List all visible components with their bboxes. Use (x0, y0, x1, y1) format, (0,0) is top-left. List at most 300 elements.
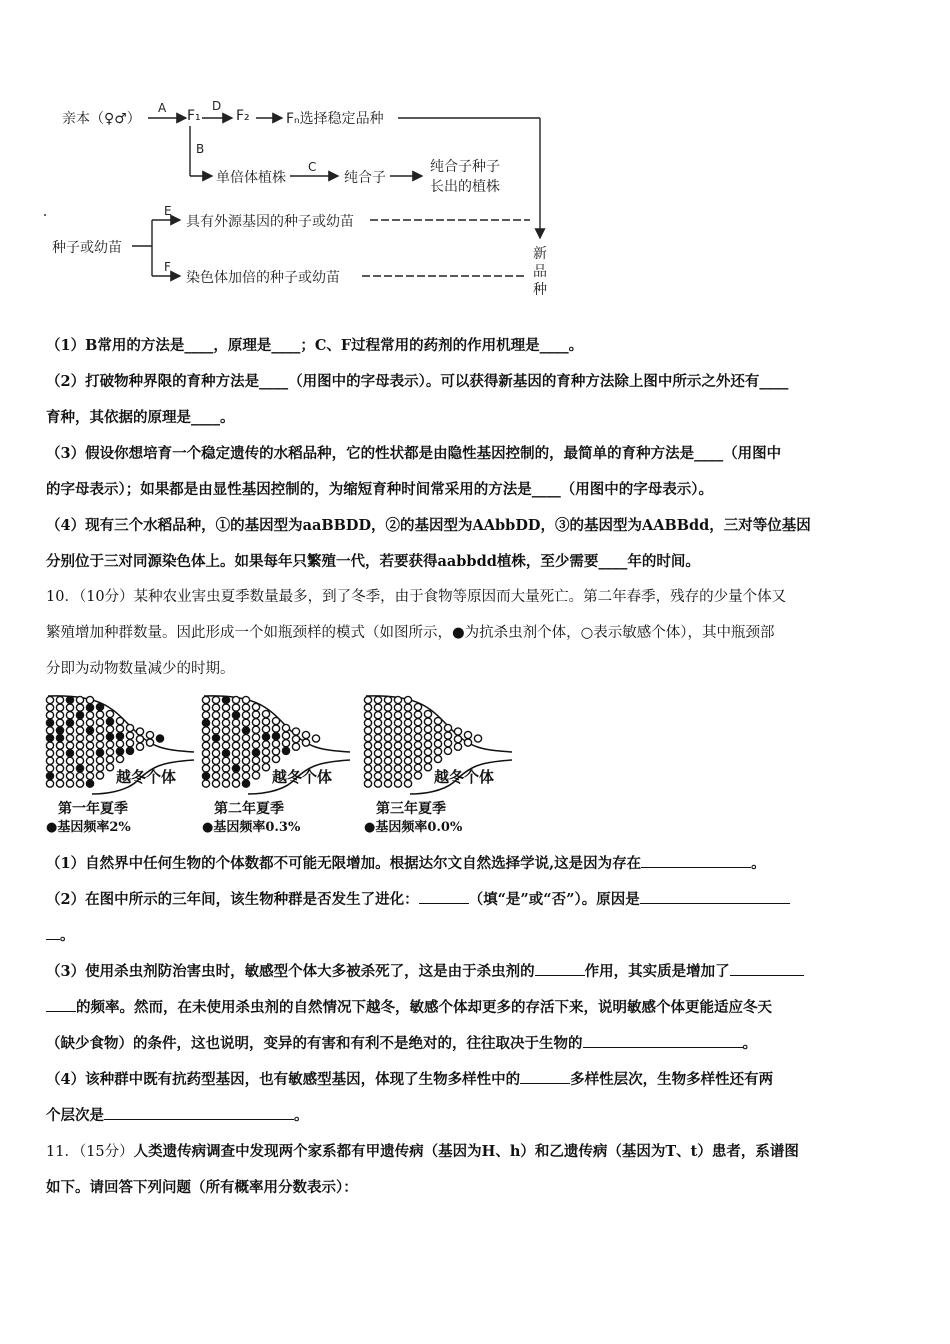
sensitive-individual-dot (454, 736, 461, 743)
sensitive-individual-dot (66, 742, 73, 749)
q11-head: 11．（15分） (46, 1144, 134, 1160)
q11-line-1 (46, 1134, 908, 1170)
resistant-individual-dot (262, 733, 269, 740)
sensitive-individual-dot (86, 734, 93, 741)
q10-sub-1 (46, 846, 908, 881)
resistant-individual-dot (202, 719, 209, 726)
sensitive-individual-dot (394, 742, 401, 749)
sensitive-individual-dot (222, 734, 229, 741)
sensitive-individual-dot (86, 765, 93, 772)
sensitive-individual-dot (242, 757, 249, 764)
sensitive-individual-dot (374, 742, 381, 749)
sensitive-individual-dot (212, 780, 219, 787)
sensitive-individual-dot (394, 719, 401, 726)
sensitive-individual-dot (404, 727, 411, 734)
sensitive-individual-dot (126, 732, 133, 739)
sensitive-individual-dot (202, 780, 209, 787)
blank-1[interactable] (641, 853, 751, 868)
sensitive-individual-dot (66, 772, 73, 779)
sensitive-individual-dot (46, 780, 53, 787)
sensitive-individual-dot (424, 748, 431, 755)
q10-sub-4-text-b: 多样性层次，生物多样性还有两 (570, 1071, 774, 1088)
sensitive-individual-dot (414, 703, 421, 710)
sensitive-individual-dot (404, 696, 411, 703)
sensitive-individual-dot (384, 712, 391, 719)
sensitive-individual-dot (374, 696, 381, 703)
q10-sub-4-end: 。 (294, 1107, 309, 1124)
sensitive-individual-dot (424, 741, 431, 748)
sensitive-individual-dot (46, 696, 53, 703)
sensitive-individual-dot (384, 765, 391, 772)
sensitive-individual-dot (252, 757, 259, 764)
sensitive-individual-dot (242, 734, 249, 741)
resistant-individual-dot (76, 712, 83, 719)
sensitive-individual-dot (374, 772, 381, 779)
sensitive-individual-dot (252, 703, 259, 710)
resistant-individual-dot (282, 747, 289, 754)
sensitive-individual-dot (404, 765, 411, 772)
blank-5-cont[interactable] (46, 997, 76, 1012)
sensitive-individual-dot (414, 734, 421, 741)
sensitive-individual-dot (262, 710, 269, 717)
node-haploid: 单倍体植株 (216, 170, 286, 186)
bottleneck-figure (44, 690, 564, 840)
sensitive-individual-dot (292, 736, 299, 743)
resistant-individual-dot (116, 748, 123, 755)
resistant-individual-dot (116, 733, 123, 740)
sensitive-individual-dot (424, 718, 431, 725)
sensitive-individual-dot (202, 712, 209, 719)
q10-intro-text-1: 某种农业害虫夏季数量最多，到了冬季，由于食物等原因而大量死亡。第二年春季，残存的少量个体又 (133, 589, 787, 605)
resistant-individual-dot (232, 765, 239, 772)
sensitive-individual-dot (404, 757, 411, 764)
sensitive-individual-dot (212, 696, 219, 703)
sensitive-individual-dot (232, 696, 239, 703)
sensitive-individual-dot (242, 750, 249, 757)
resistant-individual-dot (86, 780, 93, 787)
resistant-individual-dot (106, 733, 113, 740)
sensitive-individual-dot (424, 733, 431, 740)
resistant-individual-dot (126, 747, 133, 754)
q10-sub-3-text-c: 的频率。然而，在未使用杀虫剂的自然情况下越冬，敏感个体却更多的存活下来，说明敏感个体更能适应冬天 (76, 999, 772, 1016)
sensitive-individual-dot (86, 757, 93, 764)
sensitive-individual-dot (414, 741, 421, 748)
sensitive-individual-dot (76, 742, 83, 749)
sensitive-individual-dot (384, 757, 391, 764)
sensitive-individual-dot (384, 704, 391, 711)
sensitive-individual-dot (66, 704, 73, 711)
q10-sub-2 (46, 882, 908, 917)
sensitive-individual-dot (96, 741, 103, 748)
node-new-variety-3: 种 (533, 282, 547, 298)
resistant-individual-dot (272, 733, 279, 740)
sensitive-individual-dot (46, 727, 53, 734)
breeding-flowchart (40, 90, 570, 320)
sensitive-individual-dot (394, 772, 401, 779)
sensitive-individual-dot (76, 727, 83, 734)
sensitive-individual-dot (212, 704, 219, 711)
sensitive-individual-dot (262, 764, 269, 771)
sensitive-individual-dot (116, 725, 123, 732)
q11-line-2: 如下。请回答下列问题（所有概率用分数表示）： (46, 1179, 358, 1196)
sensitive-individual-dot (96, 757, 103, 764)
sensitive-individual-dot (212, 719, 219, 726)
sensitive-individual-dot (252, 764, 259, 771)
sensitive-individual-dot (76, 772, 83, 779)
sensitive-individual-dot (46, 742, 53, 749)
sensitive-individual-dot (56, 765, 63, 772)
sensitive-individual-dot (414, 719, 421, 726)
label-a: A (158, 101, 167, 115)
sensitive-individual-dot (414, 711, 421, 718)
resistant-individual-dot (252, 749, 259, 756)
sensitive-individual-dot (454, 743, 461, 750)
node-new-variety-1: 新 (533, 246, 547, 262)
sensitive-individual-dot (404, 734, 411, 741)
resistant-individual-dot (202, 772, 209, 779)
sensitive-individual-dot (66, 727, 73, 734)
sensitive-individual-dot (96, 719, 103, 726)
q10-sub-2-end: 。 (60, 927, 75, 944)
q10-sub-2-cont (46, 918, 908, 953)
sensitive-individual-dot (384, 696, 391, 703)
sensitive-individual-dot (394, 734, 401, 741)
resistant-individual-dot (242, 727, 249, 734)
sensitive-individual-dot (282, 732, 289, 739)
sensitive-individual-dot (424, 764, 431, 771)
sensitive-individual-dot (404, 780, 411, 787)
sensitive-individual-dot (212, 772, 219, 779)
sensitive-individual-dot (86, 750, 93, 757)
sensitive-individual-dot (394, 780, 401, 787)
sensitive-individual-dot (364, 757, 371, 764)
sensitive-individual-dot (76, 750, 83, 757)
panel-3-caption: 第三年夏季 (376, 801, 446, 817)
resistant-individual-dot (96, 703, 103, 710)
sensitive-individual-dot (384, 742, 391, 749)
label-f: F (164, 260, 171, 274)
sensitive-individual-dot (96, 726, 103, 733)
sensitive-individual-dot (46, 765, 53, 772)
sensitive-individual-dot (272, 755, 279, 762)
sensitive-individual-dot (76, 734, 83, 741)
sensitive-individual-dot (404, 704, 411, 711)
q10-sub-4-text-c: 个层次是 (46, 1107, 104, 1124)
q10-sub-4-text-a: （4）该种群中既有抗药型基因，也有敏感型基因，体现了生物多样性中的 (46, 1071, 521, 1088)
sensitive-individual-dot (126, 724, 133, 731)
q10-intro-2: 繁殖增加种群数量。因此形成一个如瓶颈样的模式（如图所示，●为抗杀虫剂个体，○表示敏感个体），其中瓶颈部 (46, 625, 775, 641)
sensitive-individual-dot (252, 734, 259, 741)
resistant-individual-dot (212, 734, 219, 741)
sensitive-individual-dot (262, 748, 269, 755)
q10-sub-3-text-d: （缺少食物）的条件，这也说明，变异的有害和有利不是绝对的，往往取决于生物的 (46, 1035, 583, 1052)
sensitive-individual-dot (404, 772, 411, 779)
sensitive-individual-dot (364, 712, 371, 719)
q10-head: 10．（10分） (46, 589, 134, 605)
resistant-individual-dot (156, 735, 163, 742)
blank-5[interactable] (730, 961, 804, 976)
sensitive-individual-dot (272, 725, 279, 732)
sensitive-individual-dot (242, 765, 249, 772)
sensitive-individual-dot (424, 756, 431, 763)
q10-sub-3-text-a: （3）使用杀虫剂防治害虫时，敏感型个体大多被杀死了，这是由于杀虫剂的 (46, 963, 535, 980)
sensitive-individual-dot (364, 765, 371, 772)
sensitive-individual-dot (86, 742, 93, 749)
panel-year-3 (362, 690, 522, 840)
resistant-individual-dot (46, 772, 53, 779)
sensitive-individual-dot (116, 740, 123, 747)
node-seed: 种子或幼苗 (52, 240, 122, 256)
sensitive-individual-dot (292, 728, 299, 735)
sensitive-individual-dot (86, 719, 93, 726)
sensitive-individual-dot (464, 731, 471, 738)
sensitive-individual-dot (232, 757, 239, 764)
node-foreign: 具有外源基因的种子或幼苗 (186, 214, 354, 230)
sensitive-individual-dot (56, 719, 63, 726)
q10-sub-1-end: 。 (751, 855, 766, 872)
sensitive-individual-dot (232, 704, 239, 711)
sensitive-individual-dot (252, 719, 259, 726)
sensitive-individual-dot (374, 765, 381, 772)
sensitive-individual-dot (232, 742, 239, 749)
sensitive-individual-dot (242, 696, 249, 703)
sensitive-individual-dot (374, 780, 381, 787)
panel-year-1 (44, 690, 204, 840)
sensitive-individual-dot (56, 696, 63, 703)
sensitive-individual-dot (394, 696, 401, 703)
sensitive-individual-dot (384, 719, 391, 726)
sensitive-individual-dot (202, 696, 209, 703)
sensitive-individual-dot (394, 750, 401, 757)
sensitive-individual-dot (96, 772, 103, 779)
sensitive-individual-dot (242, 719, 249, 726)
sensitive-individual-dot (202, 704, 209, 711)
sensitive-individual-dot (242, 742, 249, 749)
sensitive-individual-dot (56, 780, 63, 787)
resistant-individual-dot (66, 696, 73, 703)
q11-text-1: 人类遗传病调查中发现两个家系都有甲遗传病（基因为H、h）和乙遗传病（基因为T、t）患者，系谱图 (133, 1143, 799, 1160)
sensitive-individual-dot (374, 734, 381, 741)
sensitive-individual-dot (232, 727, 239, 734)
sensitive-individual-dot (374, 727, 381, 734)
sensitive-individual-dot (202, 734, 209, 741)
q10-sub-3 (46, 954, 908, 989)
sensitive-individual-dot (76, 757, 83, 764)
sensitive-individual-dot (464, 739, 471, 746)
resistant-individual-dot (66, 719, 73, 726)
sensitive-individual-dot (444, 747, 451, 754)
sensitive-individual-dot (232, 734, 239, 741)
sensitive-individual-dot (272, 717, 279, 724)
resistant-individual-dot (232, 712, 239, 719)
blank-3-cont[interactable] (46, 925, 60, 940)
sensitive-individual-dot (222, 712, 229, 719)
q10-sub-3-cont (46, 990, 908, 1025)
sensitive-individual-dot (222, 772, 229, 779)
sensitive-individual-dot (116, 755, 123, 762)
sensitive-individual-dot (394, 712, 401, 719)
sensitive-individual-dot (222, 757, 229, 764)
sensitive-individual-dot (302, 731, 309, 738)
sensitive-individual-dot (434, 740, 441, 747)
sensitive-individual-dot (66, 765, 73, 772)
sensitive-individual-dot (292, 743, 299, 750)
sensitive-individual-dot (116, 717, 123, 724)
sensitive-individual-dot (146, 739, 153, 746)
resistant-individual-dot (242, 780, 249, 787)
sensitive-individual-dot (222, 704, 229, 711)
q9-item-4b: 分别位于三对同源染色体上。如果每年只繁殖一代，若要获得aabbdd植株，至少需要____年的时间。 (46, 553, 700, 570)
panel-2-frequency: ●基因频率0.3% (202, 820, 301, 835)
sensitive-individual-dot (202, 727, 209, 734)
sensitive-individual-dot (66, 780, 73, 787)
sensitive-individual-dot (232, 772, 239, 779)
panel-2-caption: 第二年夏季 (214, 801, 284, 817)
sensitive-individual-dot (444, 732, 451, 739)
sensitive-individual-dot (374, 757, 381, 764)
sensitive-individual-dot (364, 780, 371, 787)
sensitive-individual-dot (232, 750, 239, 757)
sensitive-individual-dot (212, 757, 219, 764)
blank-7[interactable] (520, 1069, 570, 1084)
blank-8[interactable] (104, 1105, 294, 1120)
panel-2-overwinter: 越冬个体 (272, 768, 333, 786)
sensitive-individual-dot (222, 727, 229, 734)
sensitive-individual-dot (136, 736, 143, 743)
sensitive-individual-dot (56, 772, 63, 779)
sensitive-individual-dot (424, 710, 431, 717)
sensitive-individual-dot (202, 750, 209, 757)
resistant-individual-dot (86, 727, 93, 734)
resistant-individual-dot (56, 727, 63, 734)
sensitive-individual-dot (312, 735, 319, 742)
sensitive-individual-dot (222, 765, 229, 772)
sensitive-individual-dot (202, 765, 209, 772)
q10-sub-4-cont (46, 1098, 908, 1133)
sensitive-individual-dot (404, 742, 411, 749)
sensitive-individual-dot (414, 772, 421, 779)
sensitive-individual-dot (56, 704, 63, 711)
sensitive-individual-dot (384, 780, 391, 787)
sensitive-individual-dot (384, 772, 391, 779)
sensitive-individual-dot (242, 704, 249, 711)
sensitive-individual-dot (66, 734, 73, 741)
resistant-individual-dot (76, 765, 83, 772)
sensitive-individual-dot (86, 696, 93, 703)
sensitive-individual-dot (474, 735, 481, 742)
sensitive-individual-dot (394, 757, 401, 764)
sensitive-individual-dot (444, 724, 451, 731)
q9-item-2a: （2）打破物种界限的育种方法是____（用图中的字母表示）。可以获得新基因的育种方法除上图中所示之外还有____ (46, 373, 789, 390)
sensitive-individual-dot (106, 710, 113, 717)
sensitive-individual-dot (46, 750, 53, 757)
sensitive-individual-dot (252, 726, 259, 733)
sensitive-individual-dot (282, 740, 289, 747)
node-parent: 亲本（♀♂） (62, 111, 141, 127)
sensitive-individual-dot (434, 725, 441, 732)
sensitive-individual-dot (46, 757, 53, 764)
sensitive-individual-dot (222, 780, 229, 787)
sensitive-individual-dot (394, 704, 401, 711)
q10-sub-3-cont2 (46, 1026, 908, 1061)
resistant-individual-dot (56, 734, 63, 741)
q10-sub-2-text-a: （2）在图中所示的三年间，该生物种群是否发生了进化： (46, 891, 419, 908)
blank-2[interactable] (419, 889, 469, 904)
sensitive-individual-dot (106, 764, 113, 771)
q10-sub-4 (46, 1062, 908, 1097)
sensitive-individual-dot (444, 740, 451, 747)
sensitive-individual-dot (96, 711, 103, 718)
sensitive-individual-dot (106, 748, 113, 755)
sensitive-individual-dot (232, 780, 239, 787)
resistant-individual-dot (46, 734, 53, 741)
label-c: C (308, 160, 317, 174)
sensitive-individual-dot (424, 726, 431, 733)
sensitive-individual-dot (146, 731, 153, 738)
sensitive-individual-dot (46, 704, 53, 711)
sensitive-individual-dot (66, 712, 73, 719)
sensitive-individual-dot (222, 719, 229, 726)
q10-sub-3-end: 。 (742, 1035, 757, 1052)
sensitive-individual-dot (414, 749, 421, 756)
q10-sub-1-text: （1）自然界中任何生物的个体数都不可能无限增加。根据达尔文自然选择学说,这是因为存在 (46, 855, 642, 872)
sensitive-individual-dot (76, 704, 83, 711)
sensitive-individual-dot (302, 739, 309, 746)
label-e: E (164, 204, 172, 218)
resistant-individual-dot (222, 750, 229, 757)
panel-year-2 (200, 690, 360, 840)
resistant-individual-dot (222, 696, 229, 703)
sensitive-individual-dot (56, 742, 63, 749)
sensitive-individual-dot (394, 765, 401, 772)
sensitive-individual-dot (252, 772, 259, 779)
sensitive-individual-dot (66, 757, 73, 764)
sensitive-individual-dot (56, 757, 63, 764)
panel-3-frequency: ●基因频率0.0% (364, 820, 463, 835)
panel-1-overwinter: 越冬个体 (116, 768, 177, 786)
resistant-individual-dot (106, 718, 113, 725)
label-b: B (196, 142, 205, 156)
sensitive-individual-dot (56, 750, 63, 757)
panel-1-caption: 第一年夏季 (58, 801, 128, 817)
node-f2: F₂ (236, 108, 250, 124)
q10-sub-3-text-b: 作用，其实质是增加了 (584, 963, 730, 980)
sensitive-individual-dot (202, 757, 209, 764)
sensitive-individual-dot (222, 742, 229, 749)
blank-6[interactable] (583, 1033, 743, 1048)
sensitive-individual-dot (364, 719, 371, 726)
sensitive-individual-dot (136, 743, 143, 750)
sensitive-individual-dot (414, 764, 421, 771)
q9-item-4a: （4）现有三个水稻品种，①的基因型为aaBBDD，②的基因型为AAbbDD，③的基因型为AABBdd，三对等位基因 (46, 517, 811, 534)
sensitive-individual-dot (374, 712, 381, 719)
sensitive-individual-dot (434, 755, 441, 762)
sensitive-individual-dot (252, 741, 259, 748)
sensitive-individual-dot (46, 712, 53, 719)
sensitive-individual-dot (364, 742, 371, 749)
sensitive-individual-dot (106, 726, 113, 733)
sensitive-individual-dot (212, 750, 219, 757)
sensitive-individual-dot (212, 727, 219, 734)
sensitive-individual-dot (76, 696, 83, 703)
sensitive-individual-dot (212, 712, 219, 719)
sensitive-individual-dot (394, 727, 401, 734)
resistant-individual-dot (86, 704, 93, 711)
blank-4[interactable] (535, 961, 585, 976)
resistant-individual-dot (66, 750, 73, 757)
node-doubled: 染色体加倍的种子或幼苗 (186, 270, 340, 286)
blank-3[interactable] (640, 889, 790, 904)
